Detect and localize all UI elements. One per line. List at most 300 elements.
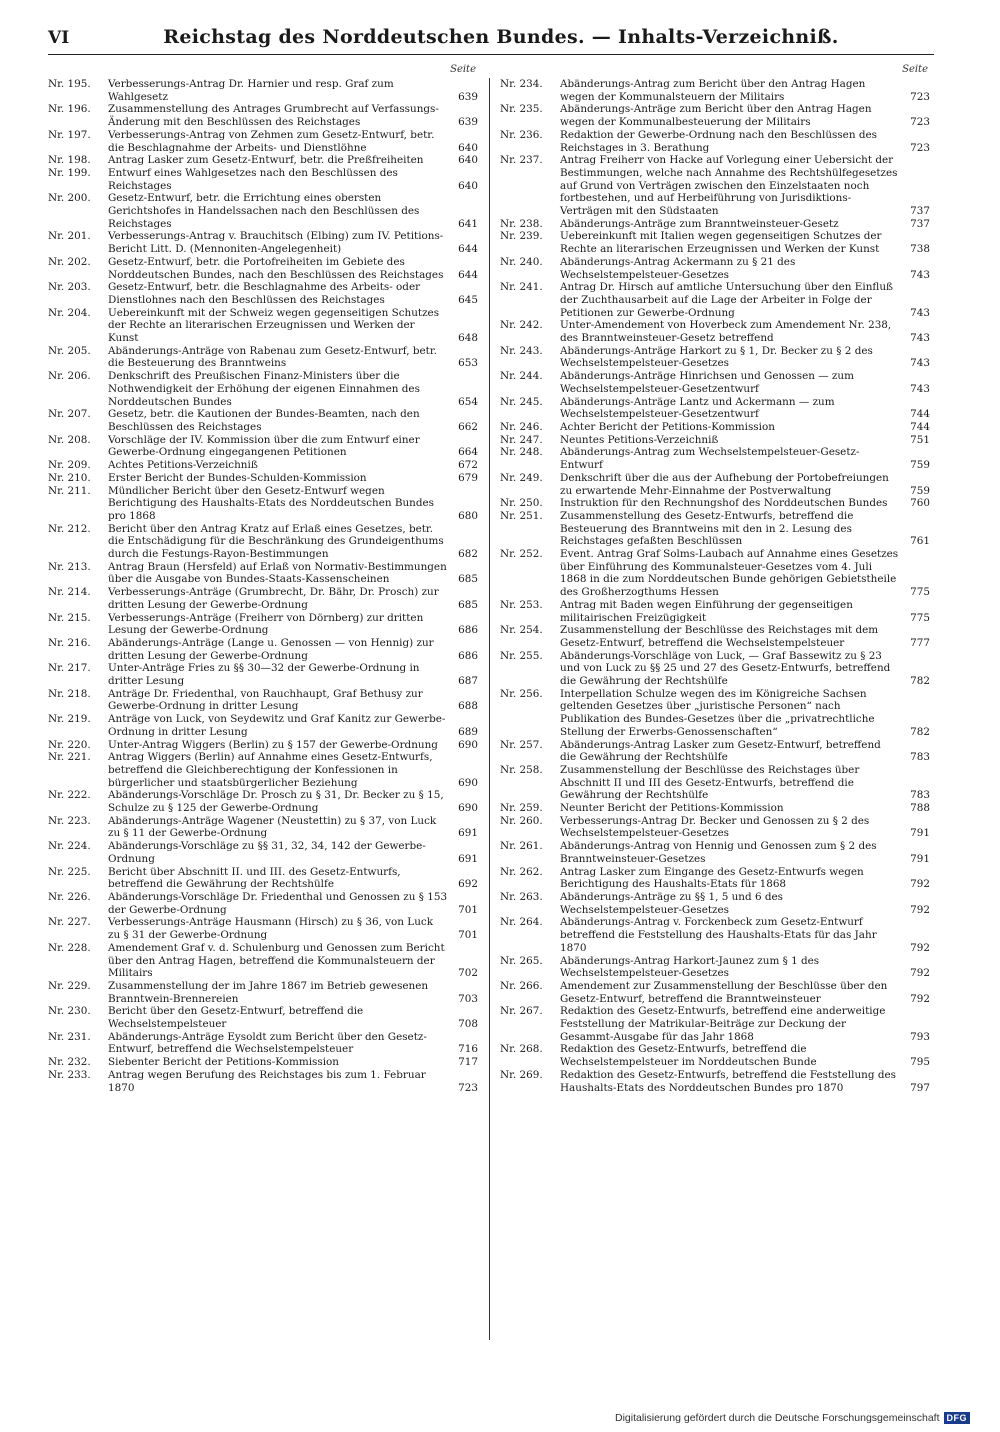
entry-text: Verbesserungs-Anträge (Grumbrecht, Dr. Bähr, Dr. Prosch) zur dritten Lesung der Gewerbe-Ordnung — [108, 586, 439, 611]
entry-number: Nr. 230. — [48, 1005, 91, 1018]
list-item — [48, 78, 478, 103]
entry-text: Redaktion des Gesetz-Entwurfs, betreffend die Wechselstempelsteuer im Norddeutschen Bunde — [560, 1043, 817, 1069]
entry-text: Abänderungs-Vorschläge von Luck, — Graf Bassewitz zu § 23 und von Luck zu §§ 25 und 27 des Gesetz-Entwurfs, betreffend die Gewährung der Rechtshülfe — [560, 649, 891, 688]
entry-text: Antrag Wiggers (Berlin) auf Annahme eines Gesetz-Entwurfs, betreffend die Gleichberechtigung der Konfessionen in bürgerlicher und staatsbürgerlicher Beziehung — [108, 751, 433, 789]
entry-number: Nr. 248. — [500, 446, 543, 459]
list-item — [500, 815, 930, 840]
entry-page: 760 — [910, 497, 930, 510]
entry-number: Nr. 269. — [500, 1068, 543, 1081]
list-item — [48, 980, 478, 1005]
list-item — [500, 548, 930, 599]
entry-number: Nr. 213. — [48, 560, 91, 573]
entry-page: 690 — [458, 738, 478, 751]
entry-number: Nr. 260. — [500, 814, 543, 827]
list-item — [48, 256, 478, 281]
entry-text: Verbesserungs-Antrag von Zehmen zum Gesetz-Entwurf, betr. die Beschlagnahme der Arbeits- und Dienstlöhne — [108, 128, 435, 154]
entry-text: Abänderungs-Antrag zum Wechselstempelsteuer-Gesetz-Entwurf — [560, 446, 860, 472]
entry-text: Verbesserungs-Antrag Dr. Becker und Genossen zu § 2 des Wechselstempelsteuer-Gesetzes — [560, 814, 870, 840]
entry-page: 639 — [458, 116, 478, 129]
list-item — [500, 78, 930, 103]
entry-page: 717 — [458, 1056, 478, 1069]
entry-page: 723 — [910, 90, 930, 103]
entry-text: Abänderungs-Anträge zu §§ 1, 5 und 6 des Wechselstempelsteuer-Gesetzes — [560, 891, 784, 916]
entry-number: Nr. 206. — [48, 370, 91, 383]
page-number: VI — [48, 28, 70, 48]
entry-number: Nr. 216. — [48, 636, 91, 649]
entry-page: 664 — [458, 446, 478, 459]
entry-page: 788 — [910, 802, 930, 815]
entry-page: 648 — [458, 332, 478, 345]
entry-text: Verbesserungs-Anträge (Freiherr von Dörnberg) zur dritten Lesung der Gewerbe-Ordnung — [108, 611, 424, 637]
entry-number: Nr. 201. — [48, 230, 91, 243]
entry-number: Nr. 235. — [500, 103, 543, 116]
entry-page: 702 — [458, 967, 478, 980]
entry-number: Nr. 259. — [500, 802, 543, 815]
list-item — [48, 370, 478, 408]
entry-page: 685 — [458, 573, 478, 586]
entry-page: 775 — [910, 611, 930, 624]
entry-text: Antrag Dr. Hirsch auf amtliche Untersuchung über den Einfluß der Zuchthausarbeit auf die Lage der Arbeiter in Folge der Petitionen zur Gewerbe-Ordnung — [560, 281, 893, 319]
entry-text: Zusammenstellung des Gesetz-Entwurfs, betreffend die Besteuerung des Branntweins mit den in 2. Lesung des Reichstages gefaßten Beschlüssen — [560, 509, 854, 548]
entry-number: Nr. 224. — [48, 840, 91, 853]
list-item — [500, 281, 930, 319]
entry-page: 640 — [458, 141, 478, 154]
entry-text: Abänderungs-Anträge Lantz und Ackermann — zum Wechselstempelsteuer-Gesetzentwurf — [560, 395, 835, 421]
entry-text: Unter-Anträge Fries zu §§ 30—32 der Gewerbe-Ordnung in dritter Lesung — [108, 662, 420, 688]
entry-text: Redaktion des Gesetz-Entwurfs, betreffend eine anderweitige Feststellung der Matrikular-Beiträge zur Deckung der Gesammt-Ausgabe für das Jahr 1868 — [560, 1005, 886, 1043]
entry-number: Nr. 221. — [48, 751, 91, 764]
list-item — [48, 167, 478, 192]
footer-text: Digitalisierung gefördert durch die Deutsche Forschungsgemeinschaft — [614, 1412, 940, 1424]
list-item — [500, 866, 930, 891]
list-item — [500, 764, 930, 802]
entry-text: Zusammenstellung der Beschlüsse des Reichstages mit dem Gesetz-Entwurf, betreffend die Wechselstempelsteuer — [560, 624, 879, 649]
entry-list-right — [500, 78, 930, 1094]
list-item — [500, 103, 930, 128]
entry-page: 654 — [458, 395, 478, 408]
list-item — [48, 612, 478, 637]
entry-page: 689 — [458, 725, 478, 738]
entry-number: Nr. 237. — [500, 154, 543, 167]
list-item — [500, 370, 930, 395]
list-item — [500, 840, 930, 865]
list-item — [500, 218, 930, 231]
entry-page: 687 — [458, 675, 478, 688]
entry-page: 662 — [458, 420, 478, 433]
entry-page: 690 — [458, 776, 478, 789]
list-item — [500, 1043, 930, 1068]
list-item — [500, 624, 930, 649]
entry-text: Abänderungs-Vorschläge Dr. Prosch zu § 31, Dr. Becker zu § 15, Schulze zu § 125 der Gewerbe-Ordnung — [108, 789, 444, 815]
entry-text: Abänderungs-Antrag Lasker zum Gesetz-Entwurf, betreffend die Gewährung der Rechtshülfe — [560, 738, 881, 764]
entry-text: Neuntes Petitions-Verzeichniß — [560, 433, 719, 446]
entry-text: Zusammenstellung des Antrages Grumbrecht auf Verfassungs-Änderung mit den Beschlüssen des Reichstages — [108, 103, 439, 129]
entry-number: Nr. 267. — [500, 1005, 543, 1018]
entry-number: Nr. 223. — [48, 814, 91, 827]
entry-text: Abänderungs-Anträge zum Bericht über den Antrag Hagen wegen der Kommunalbesteuerung der Militairs — [560, 103, 872, 129]
entry-text: Abänderungs-Vorschläge zu §§ 31, 32, 34, 142 der Gewerbe-Ordnung — [108, 840, 426, 865]
list-item — [48, 472, 478, 485]
entry-number: Nr. 232. — [48, 1056, 91, 1069]
list-item — [500, 980, 930, 1005]
entry-page: 744 — [910, 408, 930, 421]
entry-number: Nr. 204. — [48, 306, 91, 319]
list-item — [500, 230, 930, 255]
list-item — [48, 662, 478, 687]
list-item — [500, 1005, 930, 1043]
list-item — [48, 713, 478, 738]
entry-number: Nr. 263. — [500, 891, 543, 903]
entry-page: 795 — [910, 1056, 930, 1069]
entry-text: Uebereinkunft mit der Schweiz wegen gegenseitigen Schutzes der Rechte an literarischen Erzeugnissen und Werken der Kunst — [108, 306, 440, 345]
column-divider — [489, 78, 490, 1340]
entry-text: Gesetz, betr. die Kautionen der Bundes-Beamten, nach den Beschlüssen des Reichstages — [108, 408, 420, 433]
entry-number: Nr. 236. — [500, 128, 543, 141]
entry-page: 682 — [458, 548, 478, 561]
entry-page: 792 — [910, 941, 930, 954]
entry-number: Nr. 219. — [48, 713, 91, 726]
entry-number: Nr. 214. — [48, 586, 91, 599]
entry-number: Nr. 209. — [48, 459, 91, 472]
list-item — [500, 599, 930, 624]
entry-text: Interpellation Schulze wegen des im Königreiche Sachsen geltenden Gesetzes über „juristische Personen“ nach Publikation des Bundes-Gesetzes über die „privatrechtliche Stellung der Erwerbs-Genossenschaften“ — [560, 687, 875, 738]
entry-page: 743 — [910, 357, 930, 370]
entry-page: 685 — [458, 598, 478, 611]
entry-number: Nr. 205. — [48, 344, 91, 357]
list-item — [48, 103, 478, 128]
entry-page: 792 — [910, 967, 930, 980]
entry-text: Redaktion der Gewerbe-Ordnung nach den Beschlüssen des Reichstages in 3. Berathung — [560, 128, 877, 154]
list-item — [500, 497, 930, 510]
entry-page: 640 — [458, 154, 478, 167]
entry-page: 723 — [910, 116, 930, 129]
entry-text: Abänderungs-Anträge zum Branntweinsteuer-Gesetz — [560, 217, 839, 230]
list-item — [500, 1069, 930, 1094]
entry-text: Achter Bericht der Petitions-Kommission — [560, 420, 775, 433]
entry-number: Nr. 234. — [500, 78, 543, 90]
entry-page: 708 — [458, 1018, 478, 1031]
entry-number: Nr. 211. — [48, 484, 91, 497]
list-item — [48, 815, 478, 840]
entry-text: Antrag Lasker zum Gesetz-Entwurf, betr. die Preßfreiheiten — [108, 154, 424, 167]
list-item — [48, 891, 478, 916]
list-item — [48, 408, 478, 433]
list-item — [48, 307, 478, 345]
entry-text: Gesetz-Entwurf, betr. die Errichtung eines obersten Gerichtshofes in Handelssachen nach den Beschlüssen des Reichstages — [108, 192, 420, 230]
entry-text: Abänderungs-Antrag Ackermann zu § 21 des Wechselstempelsteuer-Gesetzes — [560, 255, 796, 281]
entry-number: Nr. 246. — [500, 420, 543, 433]
entry-page: 783 — [910, 751, 930, 764]
list-item — [48, 561, 478, 586]
seite-label: Seite — [450, 64, 476, 75]
list-item — [48, 129, 478, 154]
entry-number: Nr. 255. — [500, 649, 543, 662]
list-item — [48, 523, 478, 561]
list-item — [500, 955, 930, 980]
entry-page: 743 — [910, 306, 930, 319]
entry-number: Nr. 207. — [48, 408, 91, 421]
entry-page: 680 — [458, 509, 478, 522]
right-column — [500, 62, 930, 1352]
list-item — [48, 637, 478, 662]
entry-page: 653 — [458, 357, 478, 370]
list-item — [48, 1056, 478, 1069]
entry-text: Anträge von Luck, von Seydewitz und Graf Kanitz zur Gewerbe-Ordnung in dritter Lesung — [108, 713, 446, 738]
entry-text: Bericht über Abschnitt II. und III. des Gesetz-Entwurfs, betreffend die Gewährung der Rechtshülfe — [108, 865, 401, 891]
entry-page: 797 — [910, 1081, 930, 1094]
list-item — [500, 396, 930, 421]
entry-number: Nr. 240. — [500, 255, 543, 268]
entry-number: Nr. 217. — [48, 662, 91, 675]
list-item — [48, 345, 478, 370]
entry-text: Anträge Dr. Friedenthal, von Rauchhaupt, Graf Bethusy zur Gewerbe-Ordnung in dritter Lesung — [108, 687, 423, 713]
list-item — [48, 751, 478, 789]
page-header — [30, 26, 972, 52]
entry-text: Entwurf eines Wahlgesetzes nach den Beschlüssen des Reichstages — [108, 166, 398, 192]
entry-page: 791 — [910, 852, 930, 865]
entry-number: Nr. 266. — [500, 979, 543, 992]
entry-text: Antrag wegen Berufung des Reichstages bis zum 1. Februar 1870 — [108, 1068, 426, 1094]
list-item — [500, 345, 930, 370]
entry-text: Verbesserungs-Antrag Dr. Harnier und resp. Graf zum Wahlgesetz — [108, 78, 394, 103]
list-item — [48, 916, 478, 941]
entry-page: 723 — [458, 1081, 478, 1094]
entry-page: 686 — [458, 624, 478, 637]
list-item — [48, 586, 478, 611]
entry-text: Abänderungs-Anträge Wagener (Neustettin) zu § 37, von Luck zu § 11 der Gewerbe-Ordnung — [108, 814, 437, 840]
entry-number: Nr. 239. — [500, 230, 543, 243]
entry-page: 743 — [910, 268, 930, 281]
entry-page: 737 — [910, 217, 930, 230]
entry-text: Verbesserungs-Anträge Hausmann (Hirsch) zu § 36, von Luck zu § 31 der Gewerbe-Ordnung — [108, 916, 434, 942]
entry-number: Nr. 210. — [48, 471, 91, 484]
entry-number: Nr. 195. — [48, 78, 91, 90]
list-item — [500, 650, 930, 688]
list-item — [500, 421, 930, 434]
entry-page: 641 — [458, 217, 478, 230]
entry-text: Zusammenstellung der Beschlüsse des Reichstages über Abschnitt II und III des Gesetz-Entwurfs, betreffend die Gewährung der Rechtshülfe — [560, 763, 860, 802]
entry-number: Nr. 212. — [48, 522, 91, 535]
entry-page: 686 — [458, 649, 478, 662]
entry-page: 690 — [458, 802, 478, 815]
entry-list-left — [48, 78, 478, 1094]
entry-text: Antrag Braun (Hersfeld) auf Erlaß von Normativ-Bestimmungen über die Ausgabe von Bundes-Staats-Kassenscheinen — [108, 560, 447, 586]
entry-page: 777 — [910, 636, 930, 649]
entry-number: Nr. 225. — [48, 865, 91, 878]
entry-number: Nr. 233. — [48, 1068, 91, 1081]
entry-text: Siebenter Bericht der Petitions-Kommission — [108, 1056, 339, 1069]
list-item — [500, 319, 930, 344]
entry-number: Nr. 254. — [500, 624, 543, 637]
list-item — [500, 129, 930, 154]
entry-page: 792 — [910, 878, 930, 891]
list-item — [500, 256, 930, 281]
entry-page: 703 — [458, 992, 478, 1005]
entry-text: Antrag Lasker zum Eingange des Gesetz-Entwurfs wegen Berichtigung des Haushalts-Etats für 1868 — [560, 865, 864, 891]
entry-page: 759 — [910, 459, 930, 472]
entry-page: 692 — [458, 878, 478, 891]
list-item — [48, 688, 478, 713]
entry-text: Zusammenstellung der im Jahre 1867 im Betrieb gewesenen Branntwein-Brennereien — [108, 979, 429, 1005]
entry-number: Nr. 256. — [500, 687, 543, 700]
entry-text: Gesetz-Entwurf, betr. die Portofreiheiten im Gebiete des Norddeutschen Bundes, nach den Beschlüssen des Reichstages — [108, 255, 444, 281]
list-item — [500, 891, 930, 916]
entry-text: Antrag Freiherr von Hacke auf Vorlegung einer Uebersicht der Bestimmungen, welche nach Annahme des Rechtshülfegesetzes auf Grund von Verträgen zwischen den Einzelstaaten noch fortbestehen, und auf Herbeiführung von Jurisdiktions-Verträgen mit den Südstaaten — [560, 154, 898, 218]
entry-number: Nr. 251. — [500, 509, 543, 522]
entry-page: 792 — [910, 992, 930, 1005]
entry-page: 691 — [458, 852, 478, 865]
entry-text: Abänderungs-Vorschläge Dr. Friedenthal und Genossen zu § 153 der Gewerbe-Ordnung — [108, 891, 448, 916]
entry-number: Nr. 229. — [48, 979, 91, 992]
page-title: Reichstag des Norddeutschen Bundes. — Inhalts-Verzeichniß. — [163, 26, 839, 48]
entry-number: Nr. 252. — [500, 548, 543, 561]
list-item — [500, 154, 930, 218]
entry-text: Vorschläge der IV. Kommission über die zum Entwurf einer Gewerbe-Ordnung eingegangenen Petitionen — [108, 433, 420, 459]
entry-text: Amendement zur Zusammenstellung der Beschlüsse über den Gesetz-Entwurf, betreffend die Branntweinsteuer — [560, 979, 888, 1005]
entry-text: Uebereinkunft mit Italien wegen gegenseitigen Schutzes der Rechte an literarischen Erzeugnissen und Werken der Kunst — [560, 230, 882, 256]
list-item — [48, 1005, 478, 1030]
entry-page: 761 — [910, 535, 930, 548]
entry-text: Abänderungs-Antrag zum Bericht über den Antrag Hagen wegen der Kommunalsteuern der Militairs — [560, 78, 866, 103]
entry-page: 672 — [458, 459, 478, 472]
entry-text: Bericht über den Gesetz-Entwurf, betreffend die Wechselstempelsteuer — [108, 1005, 364, 1031]
entry-page: 644 — [458, 268, 478, 281]
entry-text: Instruktion für den Rechnungshof des Norddeutschen Bundes — [560, 497, 888, 510]
entry-number: Nr. 238. — [500, 217, 543, 230]
list-item — [48, 739, 478, 752]
entry-text: Unter-Amendement von Hoverbeck zum Amendement Nr. 238, des Branntweinsteuer-Gesetz betreffend — [560, 319, 892, 345]
entry-page: 743 — [910, 382, 930, 395]
entry-text: Abänderungs-Anträge (Lange u. Genossen — von Hennig) zur dritten Lesung der Gewerbe-Ordnung — [108, 636, 434, 662]
entry-number: Nr. 262. — [500, 865, 543, 878]
entry-number: Nr. 264. — [500, 916, 543, 929]
entry-page: 701 — [458, 929, 478, 942]
entry-text: Abänderungs-Anträge von Rabenau zum Gesetz-Entwurf, betr. die Besteuerung des Branntweins — [108, 344, 437, 370]
entry-page: 738 — [910, 243, 930, 256]
entry-number: Nr. 253. — [500, 598, 543, 611]
entry-text: Antrag mit Baden wegen Einführung der gegenseitigen militairischen Freizügigkeit — [560, 598, 853, 624]
list-item — [48, 230, 478, 255]
entry-number: Nr. 196. — [48, 103, 91, 116]
entry-number: Nr. 249. — [500, 471, 543, 484]
entry-page: 791 — [910, 827, 930, 840]
entry-page: 775 — [910, 586, 930, 599]
entry-number: Nr. 265. — [500, 954, 543, 967]
entry-text: Gesetz-Entwurf, betr. die Beschlagnahme des Arbeits- oder Dienstlohnes nach den Beschlüssen des Reichstages — [108, 281, 421, 306]
entry-number: Nr. 215. — [48, 611, 91, 624]
entry-number: Nr. 231. — [48, 1030, 91, 1043]
entry-text: Bericht über den Antrag Kratz auf Erlaß eines Gesetzes, betr. die Entschädigung für die Beschränkung des Grundeigenthums durch die Festungs-Rayon-Bestimmungen — [108, 522, 444, 561]
list-item — [48, 840, 478, 865]
entry-number: Nr. 261. — [500, 840, 543, 853]
entry-number: Nr. 200. — [48, 192, 91, 205]
entry-number: Nr. 247. — [500, 433, 543, 446]
list-item — [500, 434, 930, 447]
entry-text: Abänderungs-Antrag Harkort-Jaunez zum § 1 des Wechselstempelsteuer-Gesetzes — [560, 954, 820, 980]
entry-text: Verbesserungs-Antrag v. Brauchitsch (Elbing) zum IV. Petitions-Bericht Litt. D. (Mennoniten-Angelegenheit) — [108, 230, 444, 256]
list-item — [500, 802, 930, 815]
dfg-logo: DFG — [944, 1412, 971, 1424]
entry-number: Nr. 208. — [48, 433, 91, 446]
entry-text: Amendement Graf v. d. Schulenburg und Genossen zum Bericht über den Antrag Hagen, betreffend die Kommunalsteuern der Militairs — [108, 941, 445, 980]
list-item — [48, 789, 478, 814]
list-item — [48, 281, 478, 306]
list-item — [500, 510, 930, 548]
entry-number: Nr. 197. — [48, 128, 91, 141]
list-item — [48, 866, 478, 891]
entry-number: Nr. 241. — [500, 281, 543, 294]
entry-text: Achtes Petitions-Verzeichniß — [108, 459, 258, 472]
entry-page: 688 — [458, 700, 478, 713]
entry-number: Nr. 268. — [500, 1043, 543, 1056]
entry-page: 701 — [458, 903, 478, 916]
entry-page: 782 — [910, 675, 930, 688]
entry-text: Denkschrift über die aus der Aufhebung der Portobefreiungen zu erwartende Mehr-Einnahme der Postverwaltung — [560, 471, 889, 497]
entry-number: Nr. 199. — [48, 166, 91, 179]
entry-number: Nr. 250. — [500, 497, 543, 510]
list-item — [48, 942, 478, 980]
entry-text: Erster Bericht der Bundes-Schulden-Kommission — [108, 471, 367, 484]
list-item — [48, 485, 478, 523]
entry-number: Nr. 226. — [48, 891, 91, 903]
entry-text: Abänderungs-Anträge Eysoldt zum Bericht über den Gesetz-Entwurf, betreffend die Wechselstempelsteuer — [108, 1030, 427, 1056]
entry-number: Nr. 244. — [500, 370, 543, 383]
entry-page: 759 — [910, 484, 930, 497]
entry-number: Nr. 222. — [48, 789, 91, 802]
entry-page: 679 — [458, 471, 478, 484]
entry-text: Mündlicher Bericht über den Gesetz-Entwurf wegen Berichtigung des Haushalts-Etats des Norddeutschen Bundes pro 1868 — [108, 484, 434, 522]
entry-page: 691 — [458, 827, 478, 840]
footer — [615, 1412, 970, 1424]
left-column — [48, 62, 478, 1352]
entry-number: Nr. 198. — [48, 154, 91, 167]
entry-page: 716 — [458, 1043, 478, 1056]
list-item — [500, 916, 930, 954]
entry-text: Abänderungs-Anträge Hinrichsen und Genossen — zum Wechselstempelsteuer-Gesetzentwurf — [560, 370, 854, 395]
entry-number: Nr. 258. — [500, 763, 543, 776]
entry-number: Nr. 202. — [48, 255, 91, 268]
list-item — [500, 739, 930, 764]
entry-page: 644 — [458, 243, 478, 256]
list-item — [500, 446, 930, 471]
entry-page: 744 — [910, 420, 930, 433]
entry-page: 792 — [910, 903, 930, 916]
entry-page: 723 — [910, 141, 930, 154]
entry-page: 751 — [910, 433, 930, 446]
entry-page: 645 — [458, 293, 478, 306]
entry-text: Abänderungs-Antrag v. Forckenbeck zum Gesetz-Entwurf betreffend die Feststellung des Haushalts-Etats für das Jahr 1870 — [560, 916, 877, 954]
entry-text: Redaktion des Gesetz-Entwurfs, betreffend die Feststellung des Haushalts-Etats des Norddeutschen Bundes pro 1870 — [560, 1068, 896, 1094]
entry-text: Event. Antrag Graf Solms-Laubach auf Annahme eines Gesetzes über Einführung des Kommunalsteuer-Gesetzes vom 4. Juli 1868 in die zum Norddeutschen Bunde gehörigen Gebietstheile des Großherzogthums Hessen — [560, 548, 899, 599]
entry-page: 743 — [910, 332, 930, 345]
entry-text: Abänderungs-Anträge Harkort zu § 1, Dr. Becker zu § 2 des Wechselstempelsteuer-Gesetzes — [560, 344, 873, 370]
entry-number: Nr. 243. — [500, 344, 543, 357]
entry-number: Nr. 228. — [48, 941, 91, 954]
list-item — [48, 434, 478, 459]
list-item — [48, 1031, 478, 1056]
entry-text: Unter-Antrag Wiggers (Berlin) zu § 157 der Gewerbe-Ordnung — [108, 738, 438, 751]
entry-text: Neunter Bericht der Petitions-Kommission — [560, 802, 784, 815]
entry-number: Nr. 218. — [48, 687, 91, 700]
entry-number: Nr. 245. — [500, 395, 543, 408]
header-rule — [48, 54, 934, 55]
entry-page: 782 — [910, 725, 930, 738]
entry-text: Denkschrift des Preußischen Finanz-Ministers über die Nothwendigkeit der Erhöhung der eigenen Einnahmen des Norddeutschen Bundes — [108, 370, 420, 408]
entry-number: Nr. 242. — [500, 319, 543, 332]
entry-page: 640 — [458, 179, 478, 192]
list-item — [500, 472, 930, 497]
seite-label: Seite — [902, 64, 928, 75]
